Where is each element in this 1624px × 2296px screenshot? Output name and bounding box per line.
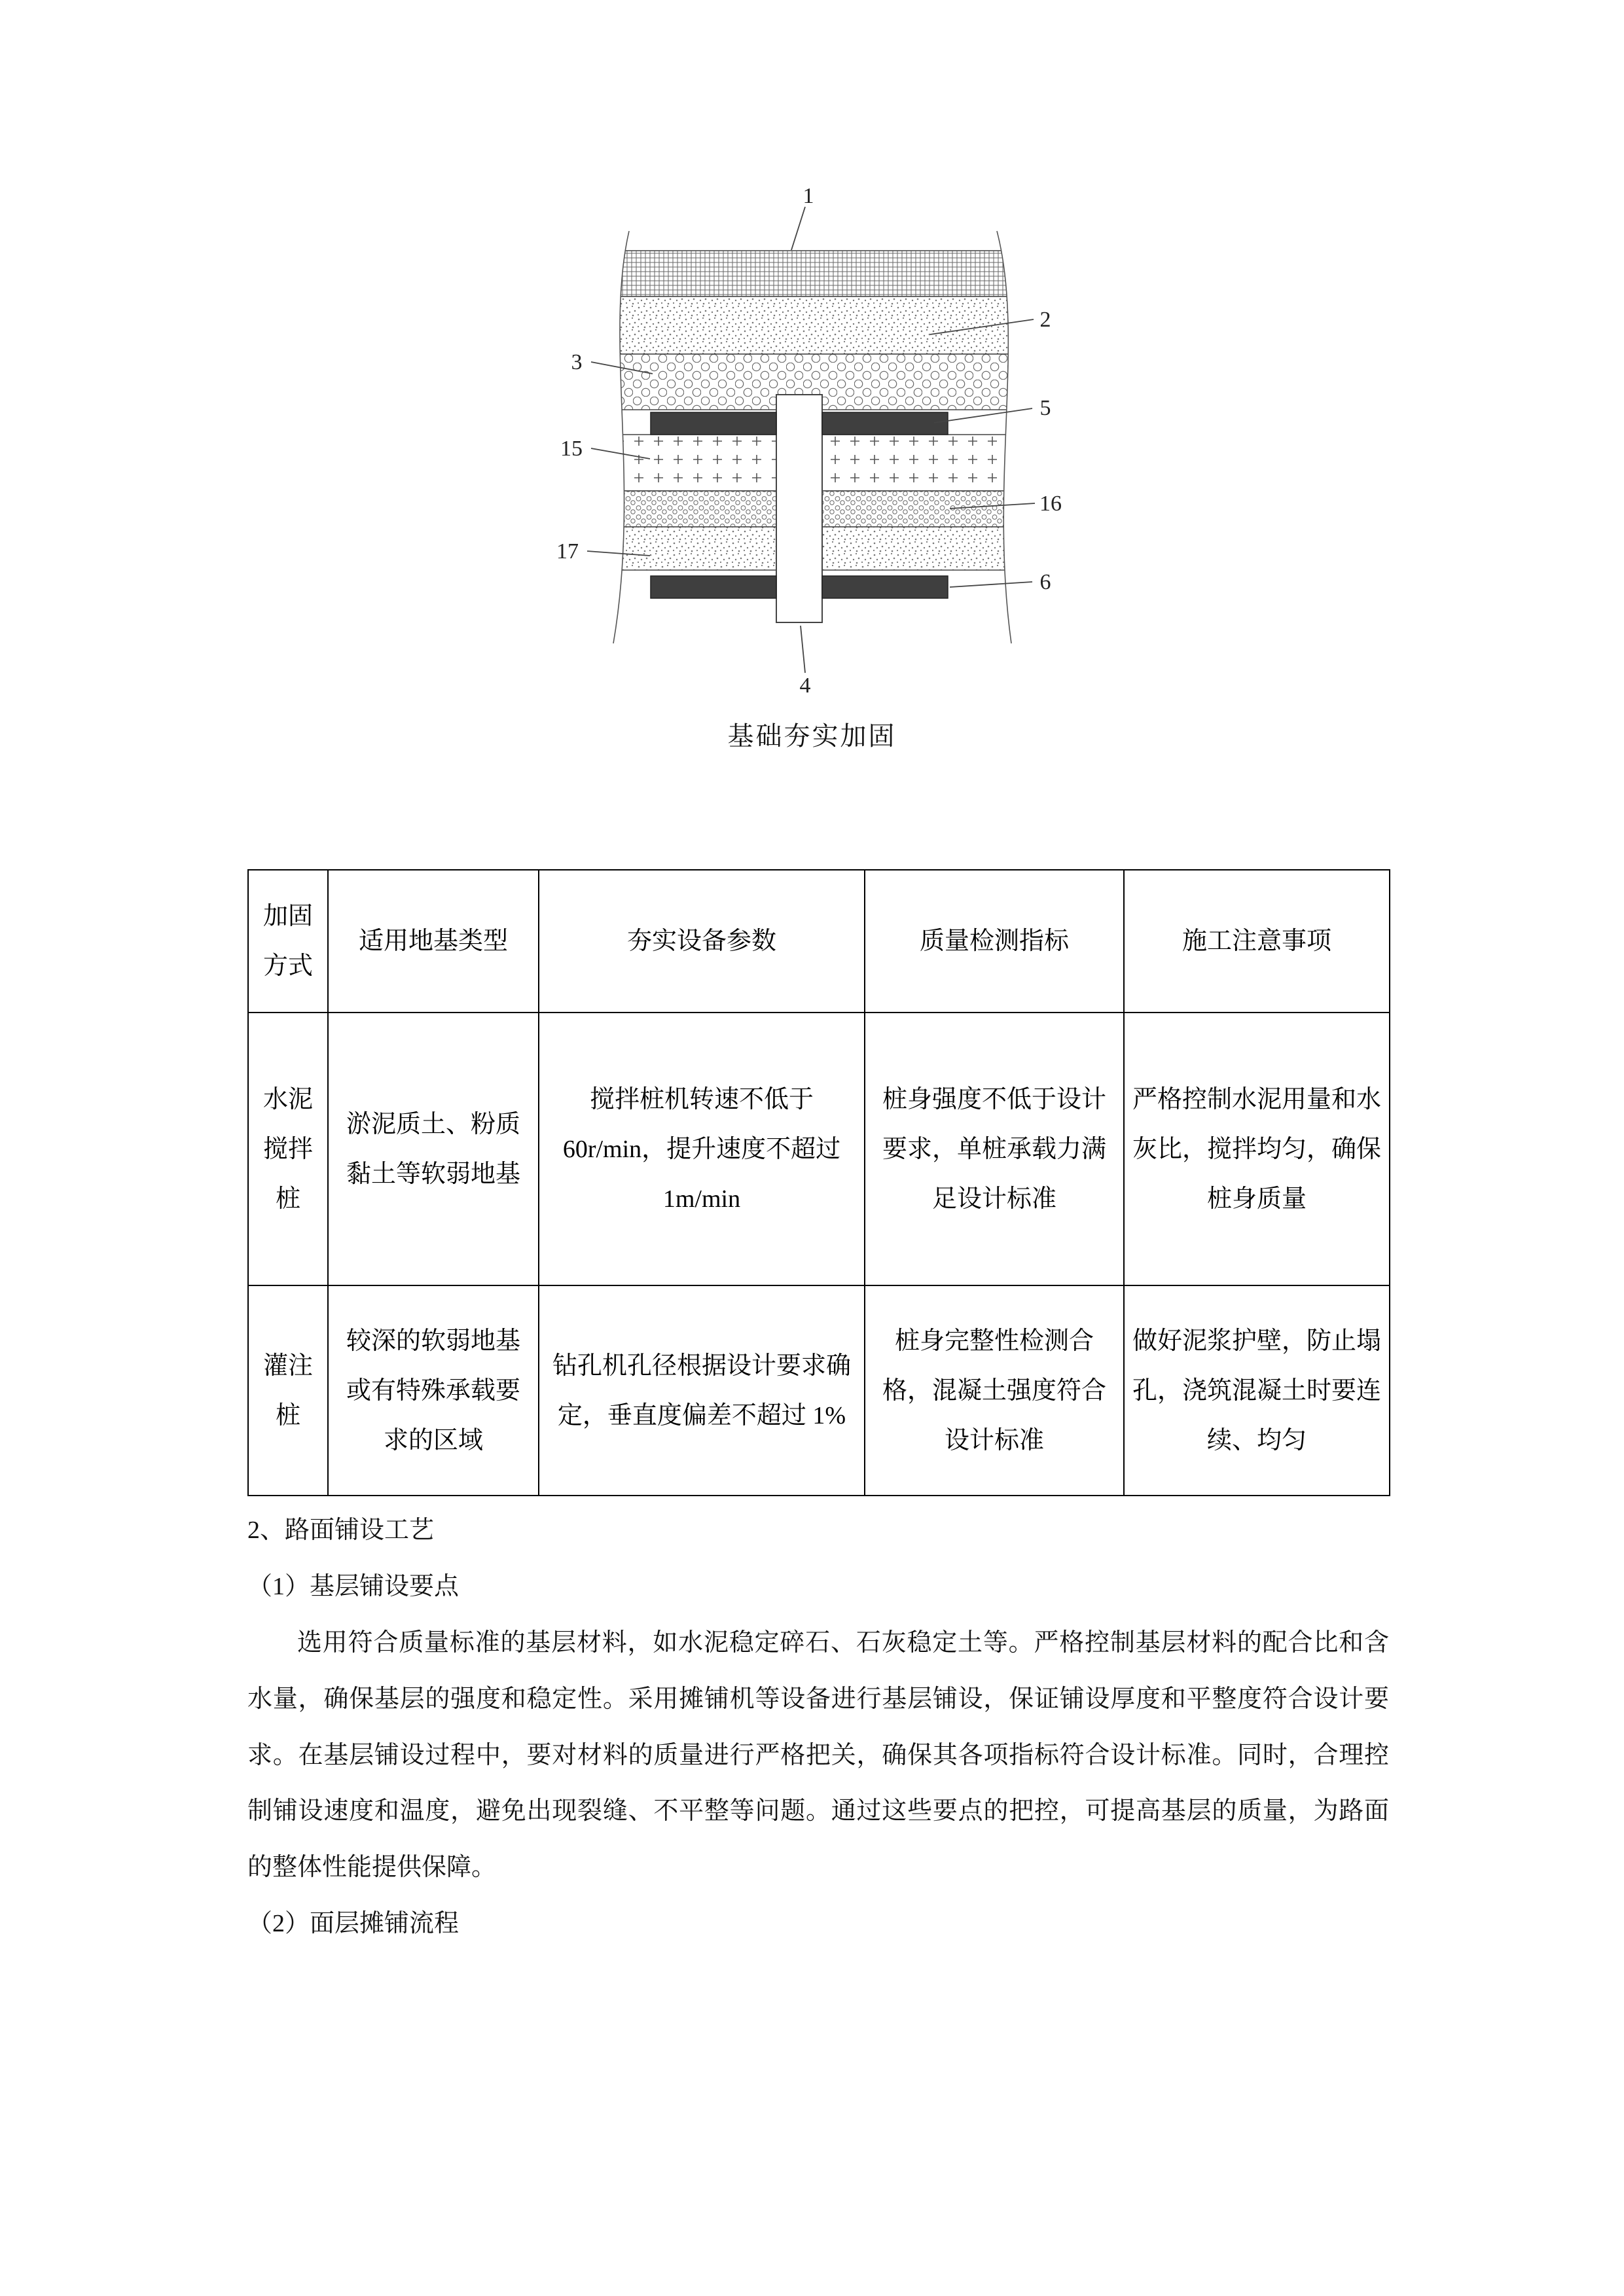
table-cell: 做好泥浆护壁，防止塌孔，浇筑混凝土时要连续、均匀	[1124, 1285, 1390, 1496]
label-2: 2	[1039, 308, 1051, 332]
leader-6	[950, 582, 1032, 587]
beam-top-right	[822, 412, 948, 435]
table-header-cell: 适用地基类型	[328, 870, 539, 1013]
table-cell: 较深的软弱地基或有特殊承载要求的区域	[328, 1285, 539, 1496]
label-4: 4	[799, 673, 810, 698]
table-cell: 淤泥质土、粉质黏土等软弱地基	[328, 1013, 539, 1285]
table-cell: 桩身完整性检测合格，混凝土强度符合设计标准	[865, 1285, 1124, 1496]
subsection-heading: （1）基层铺设要点	[247, 1572, 460, 1600]
label-16: 16	[1039, 492, 1062, 516]
beam-bottom-right	[822, 576, 948, 598]
label-5: 5	[1039, 396, 1051, 420]
beam-bottom-left	[651, 576, 776, 598]
body-text	[247, 1503, 1389, 1952]
leader-1	[791, 207, 805, 250]
table-row	[248, 1013, 1390, 1285]
section-heading: 2、路面铺设工艺	[247, 1516, 435, 1544]
table-header-cell: 质量检测指标	[865, 870, 1124, 1013]
table-cell: 水泥搅拌桩	[248, 1013, 328, 1285]
figure-foundation-compaction	[531, 0, 1094, 753]
table-header-cell: 夯实设备参数	[539, 870, 865, 1013]
label-17: 17	[556, 539, 579, 564]
table-header-cell: 施工注意事项	[1124, 870, 1390, 1013]
reinforcement-methods-table	[247, 869, 1390, 1496]
table-cell: 灌注桩	[248, 1285, 328, 1496]
table-header-cell: 加固方式	[248, 870, 328, 1013]
label-3: 3	[571, 350, 582, 374]
table-header-row	[248, 870, 1390, 1013]
figure-caption: 基础夯实加固	[727, 721, 897, 751]
label-1: 1	[803, 184, 814, 208]
table-cell: 钻孔机孔径根据设计要求确定，垂直度偏差不超过 1%	[539, 1285, 865, 1496]
beam-top-left	[651, 412, 776, 435]
center-pile	[776, 395, 822, 622]
leader-5	[934, 408, 1032, 423]
subsection-heading: （2）面层摊铺流程	[247, 1910, 460, 1938]
foundation-cross-section-diagram	[531, 175, 1094, 699]
grid-surface-layer	[593, 251, 1032, 296]
leader-4	[801, 626, 805, 673]
table-cell: 搅拌桩机转速不低于60r/min，提升速度不超过 1m/min	[539, 1013, 865, 1285]
table-cell: 桩身强度不低于设计要求，单桩承载力满足设计标准	[865, 1013, 1124, 1285]
table-row	[248, 1285, 1390, 1496]
label-6: 6	[1039, 570, 1051, 594]
fine-soil-layer	[593, 296, 1032, 354]
table-cell: 严格控制水泥用量和水灰比，搅拌均匀，确保桩身质量	[1124, 1013, 1390, 1285]
label-15: 15	[560, 437, 583, 461]
paragraph: 选用符合质量标准的基层材料，如水泥稳定碎石、石灰稳定土等。严格控制基层材料的配合比和含水量，确保基层的强度和稳定性。采用摊铺机等设备进行基层铺设，保证铺设厚度和平整度符合设计要求。在基层铺设过程中，要对材料的质量进行严格把关，确保其各项指标符合设计标准。同时，合理控制铺设速度和温度，避免出现裂缝、不平整等问题。通过这些要点的把控，可提高基层的质量，为路面的整体性能提供保障。	[247, 1628, 1389, 1882]
